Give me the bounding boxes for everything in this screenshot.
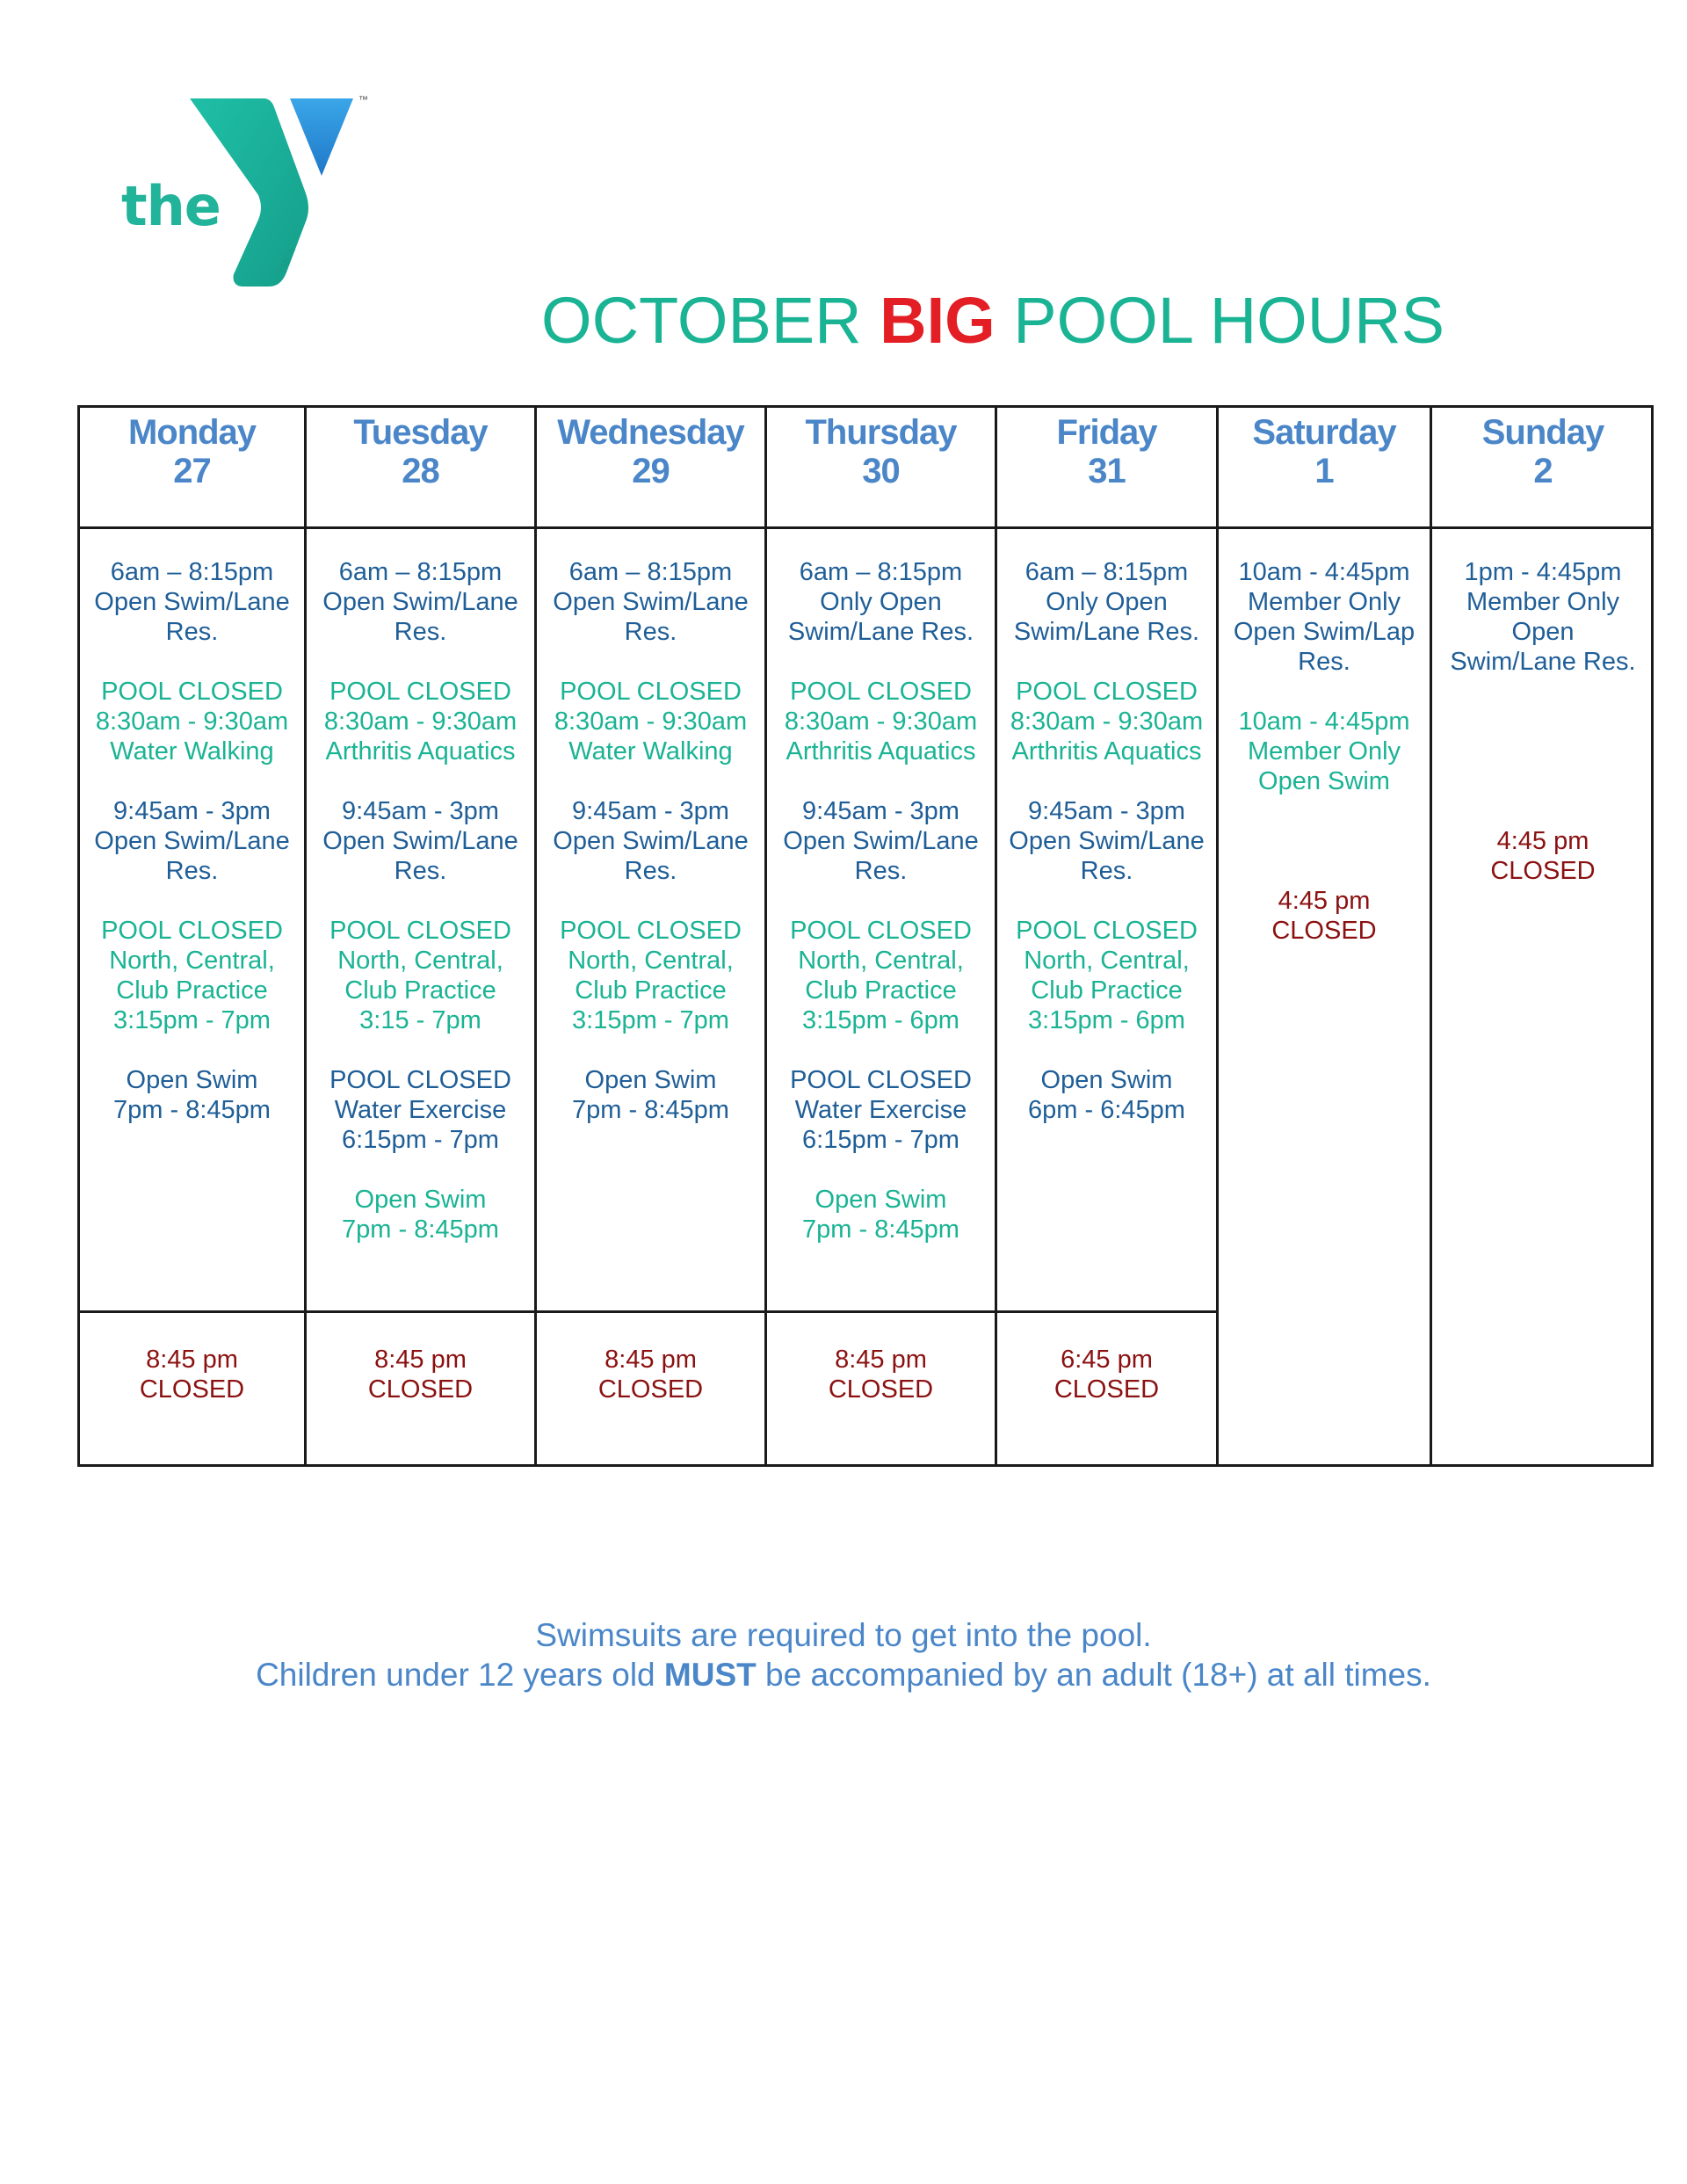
time-block [537,916,764,1035]
time-block-line: 6am – 8:15pm [568,558,733,586]
day-header [997,408,1216,529]
time-block-line: POOL CLOSED [329,678,511,706]
trademark-mark: ™ [358,95,368,105]
day-column-saturday [1219,408,1432,1464]
time-block-line: Member Only [1466,588,1620,616]
time-block-line: Club Practice [116,976,268,1005]
time-block-line: 6am – 8:15pm [1025,558,1189,586]
time-block [767,1185,995,1244]
day-name: Wednesday [557,413,744,452]
time-block-line: 6pm - 6:45pm [1028,1096,1185,1124]
day-column-thursday [767,408,997,1464]
time-block-line: Open Swim/Lane [322,827,518,855]
children-note [0,1655,1687,1694]
time-block-line: Open Swim [1040,1066,1173,1094]
time-block [80,796,304,886]
day-schedule [1432,529,1654,916]
time-block [537,796,764,886]
day-name: Tuesday [353,413,488,452]
time-block-line: North, Central, [337,947,503,975]
closing-line: CLOSED [139,1375,245,1404]
day-name: Monday [127,413,257,452]
ymca-logo [114,88,395,299]
closing-time [80,1310,304,1464]
time-block-line: 3:15pm - 6pm [802,1006,959,1034]
day-date: 28 [402,452,439,490]
day-date: 2 [1533,452,1553,490]
time-block-line: 9:45am - 3pm [342,797,499,825]
day-column-monday [80,408,307,1464]
time-block-line: Open Swim/Lane [1009,827,1205,855]
day-name: Sunday [1481,413,1604,452]
time-block-line: 7pm - 8:45pm [572,1096,729,1124]
time-block-line: 3:15pm - 6pm [1028,1006,1185,1034]
time-block-line: Open Swim [354,1186,487,1214]
time-block-line: Open Swim/Lap [1233,618,1415,646]
time-block [307,1185,534,1244]
children-note-emphasis: MUST [663,1657,757,1693]
time-block-line: 8:30am - 9:30am [95,707,289,736]
page-title [518,283,1467,358]
time-block [537,557,764,647]
time-block-line: 4:45 pm [1496,827,1589,855]
time-block [537,1065,764,1125]
time-block-line: Res. [165,618,219,646]
time-block-line: Res. [1080,857,1133,885]
time-block-line: Water Exercise [794,1096,967,1124]
day-column-wednesday [537,408,767,1464]
time-block [997,916,1216,1035]
time-block-line: Arthritis Aquatics [1011,737,1202,765]
time-block-line: 6am – 8:15pm [110,558,274,586]
time-block [80,677,304,766]
time-block-line: Arthritis Aquatics [325,737,516,765]
time-block-line: Res. [394,618,447,646]
time-block [767,796,995,886]
time-block-line: 6am – 8:15pm [799,558,963,586]
time-block-line: Club Practice [1031,976,1183,1005]
time-block-line: 9:45am - 3pm [113,797,271,825]
closing-line: 6:45 pm [1061,1346,1153,1374]
title-prefix: OCTOBER [541,284,880,357]
time-block-line: Arthritis Aquatics [786,737,976,765]
time-block [1432,826,1654,886]
day-header [1432,408,1654,529]
closing-line: CLOSED [367,1375,474,1404]
closing-line: CLOSED [1053,1375,1160,1404]
time-block [307,557,534,647]
closing-time [307,1310,534,1464]
day-schedule [767,529,995,1274]
closing-time [767,1310,995,1464]
day-header [307,408,534,529]
time-block-line: Member Only [1247,737,1401,765]
time-block-line: 4:45 pm [1278,887,1371,915]
day-name: Friday [1056,413,1157,452]
time-block-line: POOL CLOSED [101,678,283,706]
time-block-line: Only Open [820,588,942,616]
time-block-line: Open Swim [815,1186,947,1214]
closing-line: CLOSED [828,1375,934,1404]
closing-time [537,1310,764,1464]
time-block-line: CLOSED [1490,857,1596,885]
time-block-line: 10am - 4:45pm [1238,558,1410,586]
time-block-line: North, Central, [1024,947,1190,975]
day-schedule [997,529,1216,1155]
time-block-line: North, Central, [568,947,734,975]
time-block-line: POOL CLOSED [790,1066,972,1094]
time-block [80,1065,304,1125]
time-block-line: 6:15pm - 7pm [802,1126,959,1154]
day-name: Saturday [1252,413,1396,452]
day-header [1219,408,1430,529]
time-block-line: North, Central, [109,947,275,975]
time-block-line: POOL CLOSED [329,917,511,945]
time-block-line: Water Walking [568,737,733,765]
children-note-end: be accompanied by an adult (18+) at all times. [756,1657,1431,1693]
time-block-line: POOL CLOSED [329,1066,511,1094]
time-block-line: POOL CLOSED [560,678,742,706]
title-highlight: BIG [880,284,996,357]
time-block-line: North, Central, [798,947,964,975]
time-block [307,1065,534,1155]
day-column-sunday [1432,408,1654,1464]
closing-line: 8:45 pm [146,1346,238,1374]
day-date: 29 [632,452,670,490]
time-block-line: 7pm - 8:45pm [113,1096,271,1124]
time-block [1219,707,1430,796]
svg-text:YMCA: YMCA [275,245,299,276]
time-block-line: POOL CLOSED [101,917,283,945]
day-name: Thursday [805,413,957,452]
time-block-line: Swim/Lane Res. [1450,648,1636,676]
time-block-line: 1pm - 4:45pm [1464,558,1622,586]
time-block-line: Open Swim [1258,767,1390,795]
time-block-line: Open Swim [584,1066,717,1094]
day-column-tuesday [307,408,537,1464]
day-schedule [537,529,764,1155]
time-block-line: 9:45am - 3pm [572,797,729,825]
time-block [767,1065,995,1155]
time-block [307,796,534,886]
closing-line: 8:45 pm [605,1346,697,1374]
day-header [767,408,995,529]
time-block-line: Open Swim/Lane [553,588,749,616]
time-block [997,1065,1216,1125]
time-block-line: Res. [854,857,908,885]
day-header [80,408,304,529]
time-block-line: POOL CLOSED [790,678,972,706]
time-block [537,677,764,766]
time-block-line: Res. [1298,648,1350,676]
time-block [1219,886,1430,946]
time-block-line: POOL CLOSED [560,917,742,945]
time-block-line: 3:15pm - 7pm [572,1006,729,1034]
pool-hours-table [77,405,1654,1467]
time-block-line: 10am - 4:45pm [1238,707,1410,736]
time-block-line: 7pm - 8:45pm [802,1215,959,1244]
time-block-line: 8:30am - 9:30am [784,707,978,736]
closing-line: 8:45 pm [835,1346,927,1374]
time-block [80,916,304,1035]
time-block-line: POOL CLOSED [1016,917,1198,945]
time-block [767,677,995,766]
closing-line: CLOSED [597,1375,704,1404]
time-block-line: Open [1511,618,1575,646]
time-block [997,557,1216,647]
time-block-line: Open Swim/Lane [553,827,749,855]
swimsuit-note: Swimsuits are required to get into the pool. [535,1617,1152,1653]
time-block-line: 3:15 - 7pm [359,1006,481,1034]
time-block-line: 6:15pm - 7pm [342,1126,499,1154]
time-block [767,557,995,647]
time-block-line: Member Only [1247,588,1401,616]
time-block-line: 7pm - 8:45pm [342,1215,499,1244]
day-schedule [307,529,534,1274]
time-block-line: 6am – 8:15pm [338,558,503,586]
day-schedule [1219,529,1430,976]
time-block [1219,557,1430,677]
day-date: 31 [1088,452,1126,490]
time-block-line: Res. [624,618,677,646]
time-block-line: 9:45am - 3pm [1028,797,1185,825]
time-block [997,677,1216,766]
pool-rules-notes [0,1615,1687,1694]
children-note-start: Children under 12 years old [256,1657,664,1693]
day-header [537,408,764,529]
time-block-line: Open Swim/Lane [322,588,518,616]
time-block-line: Water Exercise [334,1096,507,1124]
day-date: 27 [173,452,211,490]
time-block-line: Only Open [1046,588,1168,616]
time-block-line: 9:45am - 3pm [802,797,959,825]
time-block-line: Club Practice [344,976,496,1005]
time-block [307,916,534,1035]
logo-word: the [121,174,221,238]
time-block-line: Water Walking [110,737,274,765]
day-schedule [80,529,304,1155]
time-block [997,796,1216,886]
day-column-friday [997,408,1219,1464]
time-block-line: Res. [394,857,447,885]
time-block-line: Res. [165,857,219,885]
closing-time [997,1310,1216,1464]
title-suffix: POOL HOURS [995,284,1444,357]
time-block-line: 3:15pm - 7pm [113,1006,271,1034]
time-block-line: Swim/Lane Res. [1013,618,1200,646]
time-block-line: POOL CLOSED [790,917,972,945]
day-date: 30 [862,452,900,490]
time-block-line: 8:30am - 9:30am [1010,707,1204,736]
time-block-line: Open Swim/Lane [783,827,979,855]
time-block-line: Club Practice [575,976,727,1005]
closing-line: 8:45 pm [374,1346,467,1374]
time-block-line: Open Swim/Lane [94,827,290,855]
time-block-line: Res. [624,857,677,885]
time-block-line: Swim/Lane Res. [787,618,974,646]
time-block-line: 8:30am - 9:30am [554,707,748,736]
time-block-line: Club Practice [805,976,957,1005]
time-block [767,916,995,1035]
time-block [307,677,534,766]
time-block [80,557,304,647]
time-block-line: Open Swim [126,1066,258,1094]
time-block-line: Open Swim/Lane [94,588,290,616]
time-block [1432,557,1654,677]
time-block-line: POOL CLOSED [1016,678,1198,706]
time-block-line: CLOSED [1271,917,1377,945]
time-block-line: 8:30am - 9:30am [323,707,518,736]
day-date: 1 [1314,452,1334,490]
